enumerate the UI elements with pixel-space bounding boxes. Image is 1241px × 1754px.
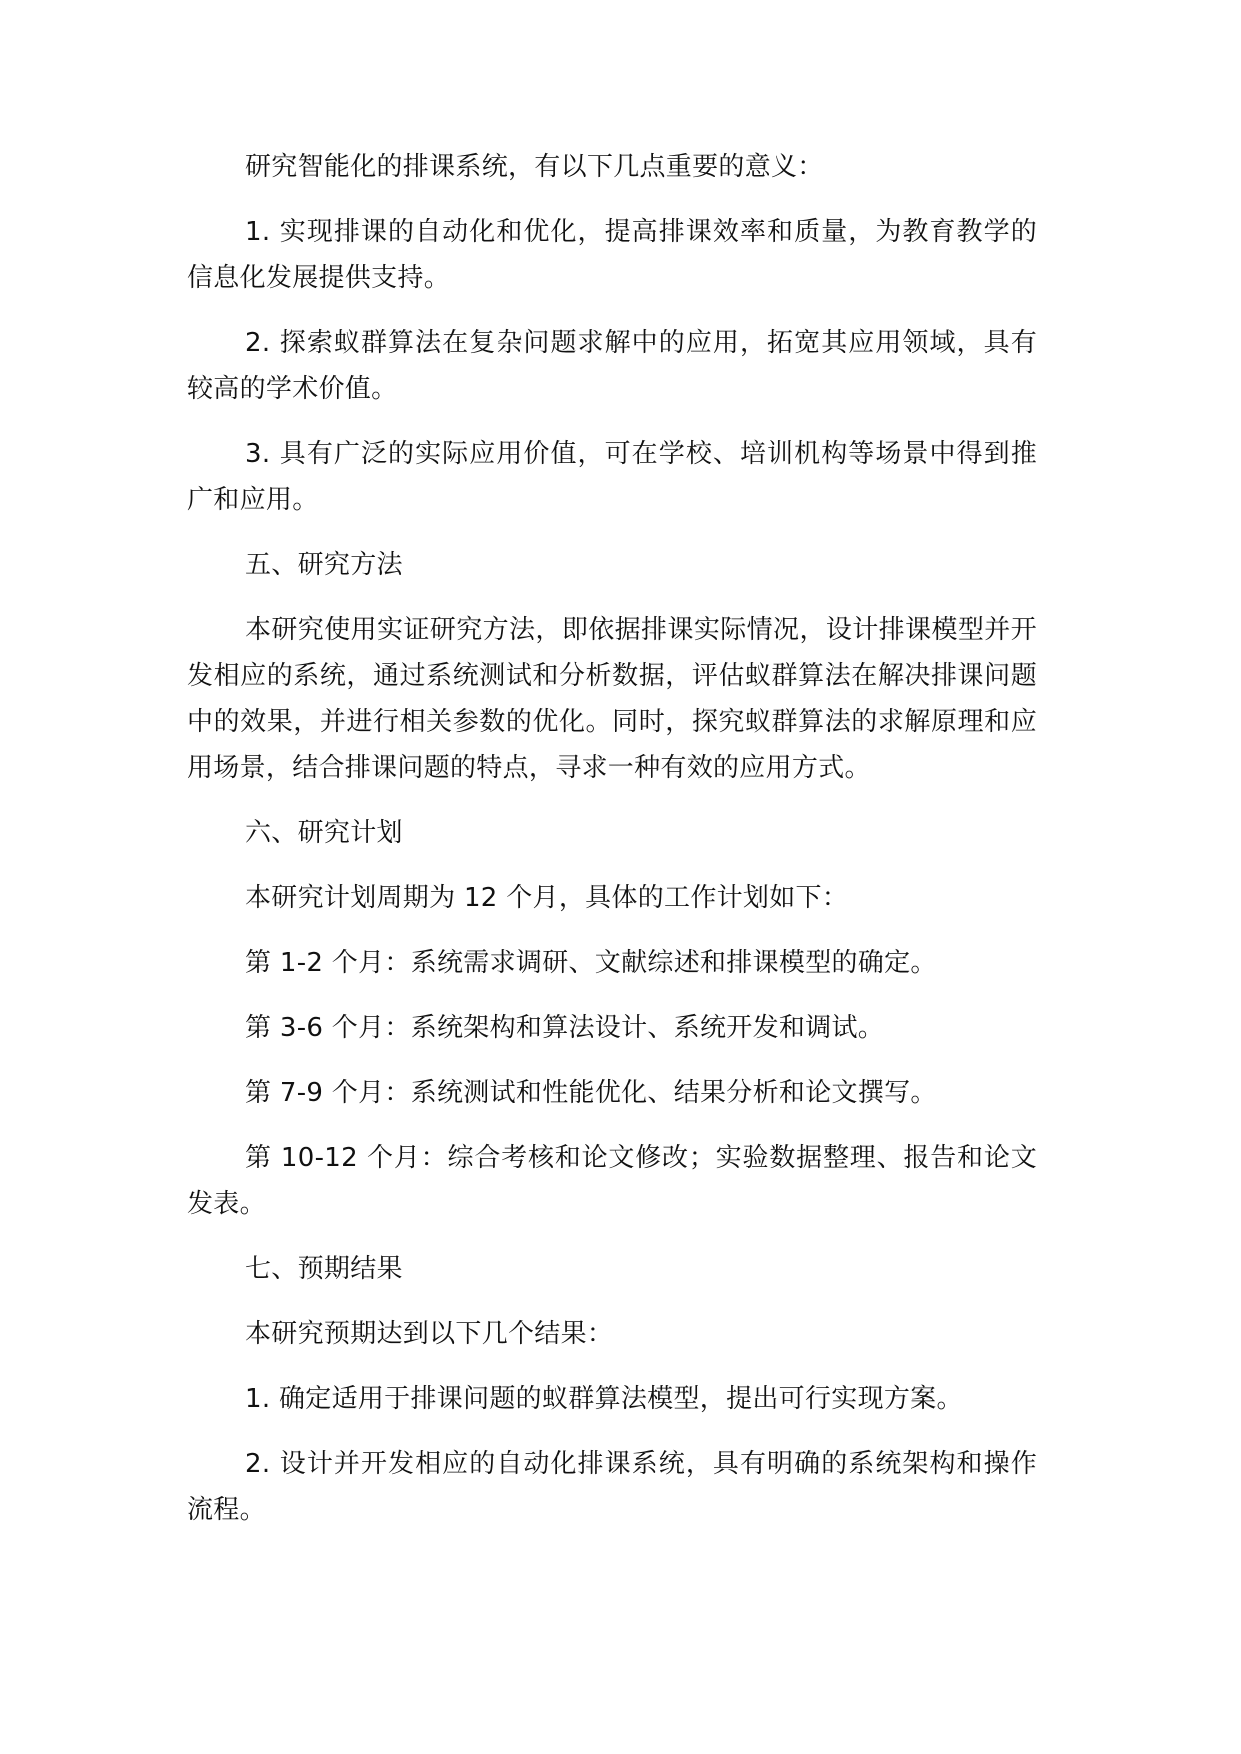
paragraph-results-intro: 本研究预期达到以下几个结果： <box>245 1319 614 1349</box>
paragraph-result-1: 1. 确定适用于排课问题的蚁群算法模型，提出可行实现方案。 <box>245 1384 963 1414</box>
section-heading-expected-results: 七、预期结果 <box>245 1254 403 1284</box>
paragraph-significance-3: 3. 具有广泛的实际应用价值，可在学校、培训机构等场景中得到推广和应用。 <box>187 439 1037 515</box>
paragraph-significance-intro: 研究智能化的排课系统，有以下几点重要的意义： <box>245 152 824 182</box>
section-heading-plan: 六、研究计划 <box>245 818 403 848</box>
paragraph-plan-months-10-12: 第 10-12 个月：综合考核和论文修改；实验数据整理、报告和论文发表。 <box>187 1143 1037 1219</box>
paragraph-plan-months-7-9: 第 7-9 个月：系统测试和性能优化、结果分析和论文撰写。 <box>245 1078 937 1108</box>
paragraph-significance-2: 2. 探索蚁群算法在复杂问题求解中的应用，拓宽其应用领域，具有较高的学术价值。 <box>187 328 1037 404</box>
paragraph-significance-1: 1. 实现排课的自动化和优化，提高排课效率和质量，为教育教学的信息化发展提供支持。 <box>187 217 1037 293</box>
document-body <box>187 144 1037 1552</box>
paragraph-plan-months-3-6: 第 3-6 个月：系统架构和算法设计、系统开发和调试。 <box>245 1013 885 1043</box>
paragraph-methods: 本研究使用实证研究方法，即依据排课实际情况，设计排课模型并开发相应的系统，通过系统测试和分析数据，评估蚁群算法在解决排课问题中的效果，并进行相关参数的优化。同时，探究蚁群算法的求解原理和应用场景，结合排课问题的特点，寻求一种有效的应用方式。 <box>187 615 1037 783</box>
paragraph-plan-months-1-2: 第 1-2 个月：系统需求调研、文献综述和排课模型的确定。 <box>245 948 937 978</box>
paragraph-plan-intro: 本研究计划周期为 12 个月，具体的工作计划如下： <box>245 883 849 913</box>
paragraph-result-2: 2. 设计并开发相应的自动化排课系统，具有明确的系统架构和操作流程。 <box>187 1449 1037 1525</box>
section-heading-methods: 五、研究方法 <box>245 550 403 580</box>
